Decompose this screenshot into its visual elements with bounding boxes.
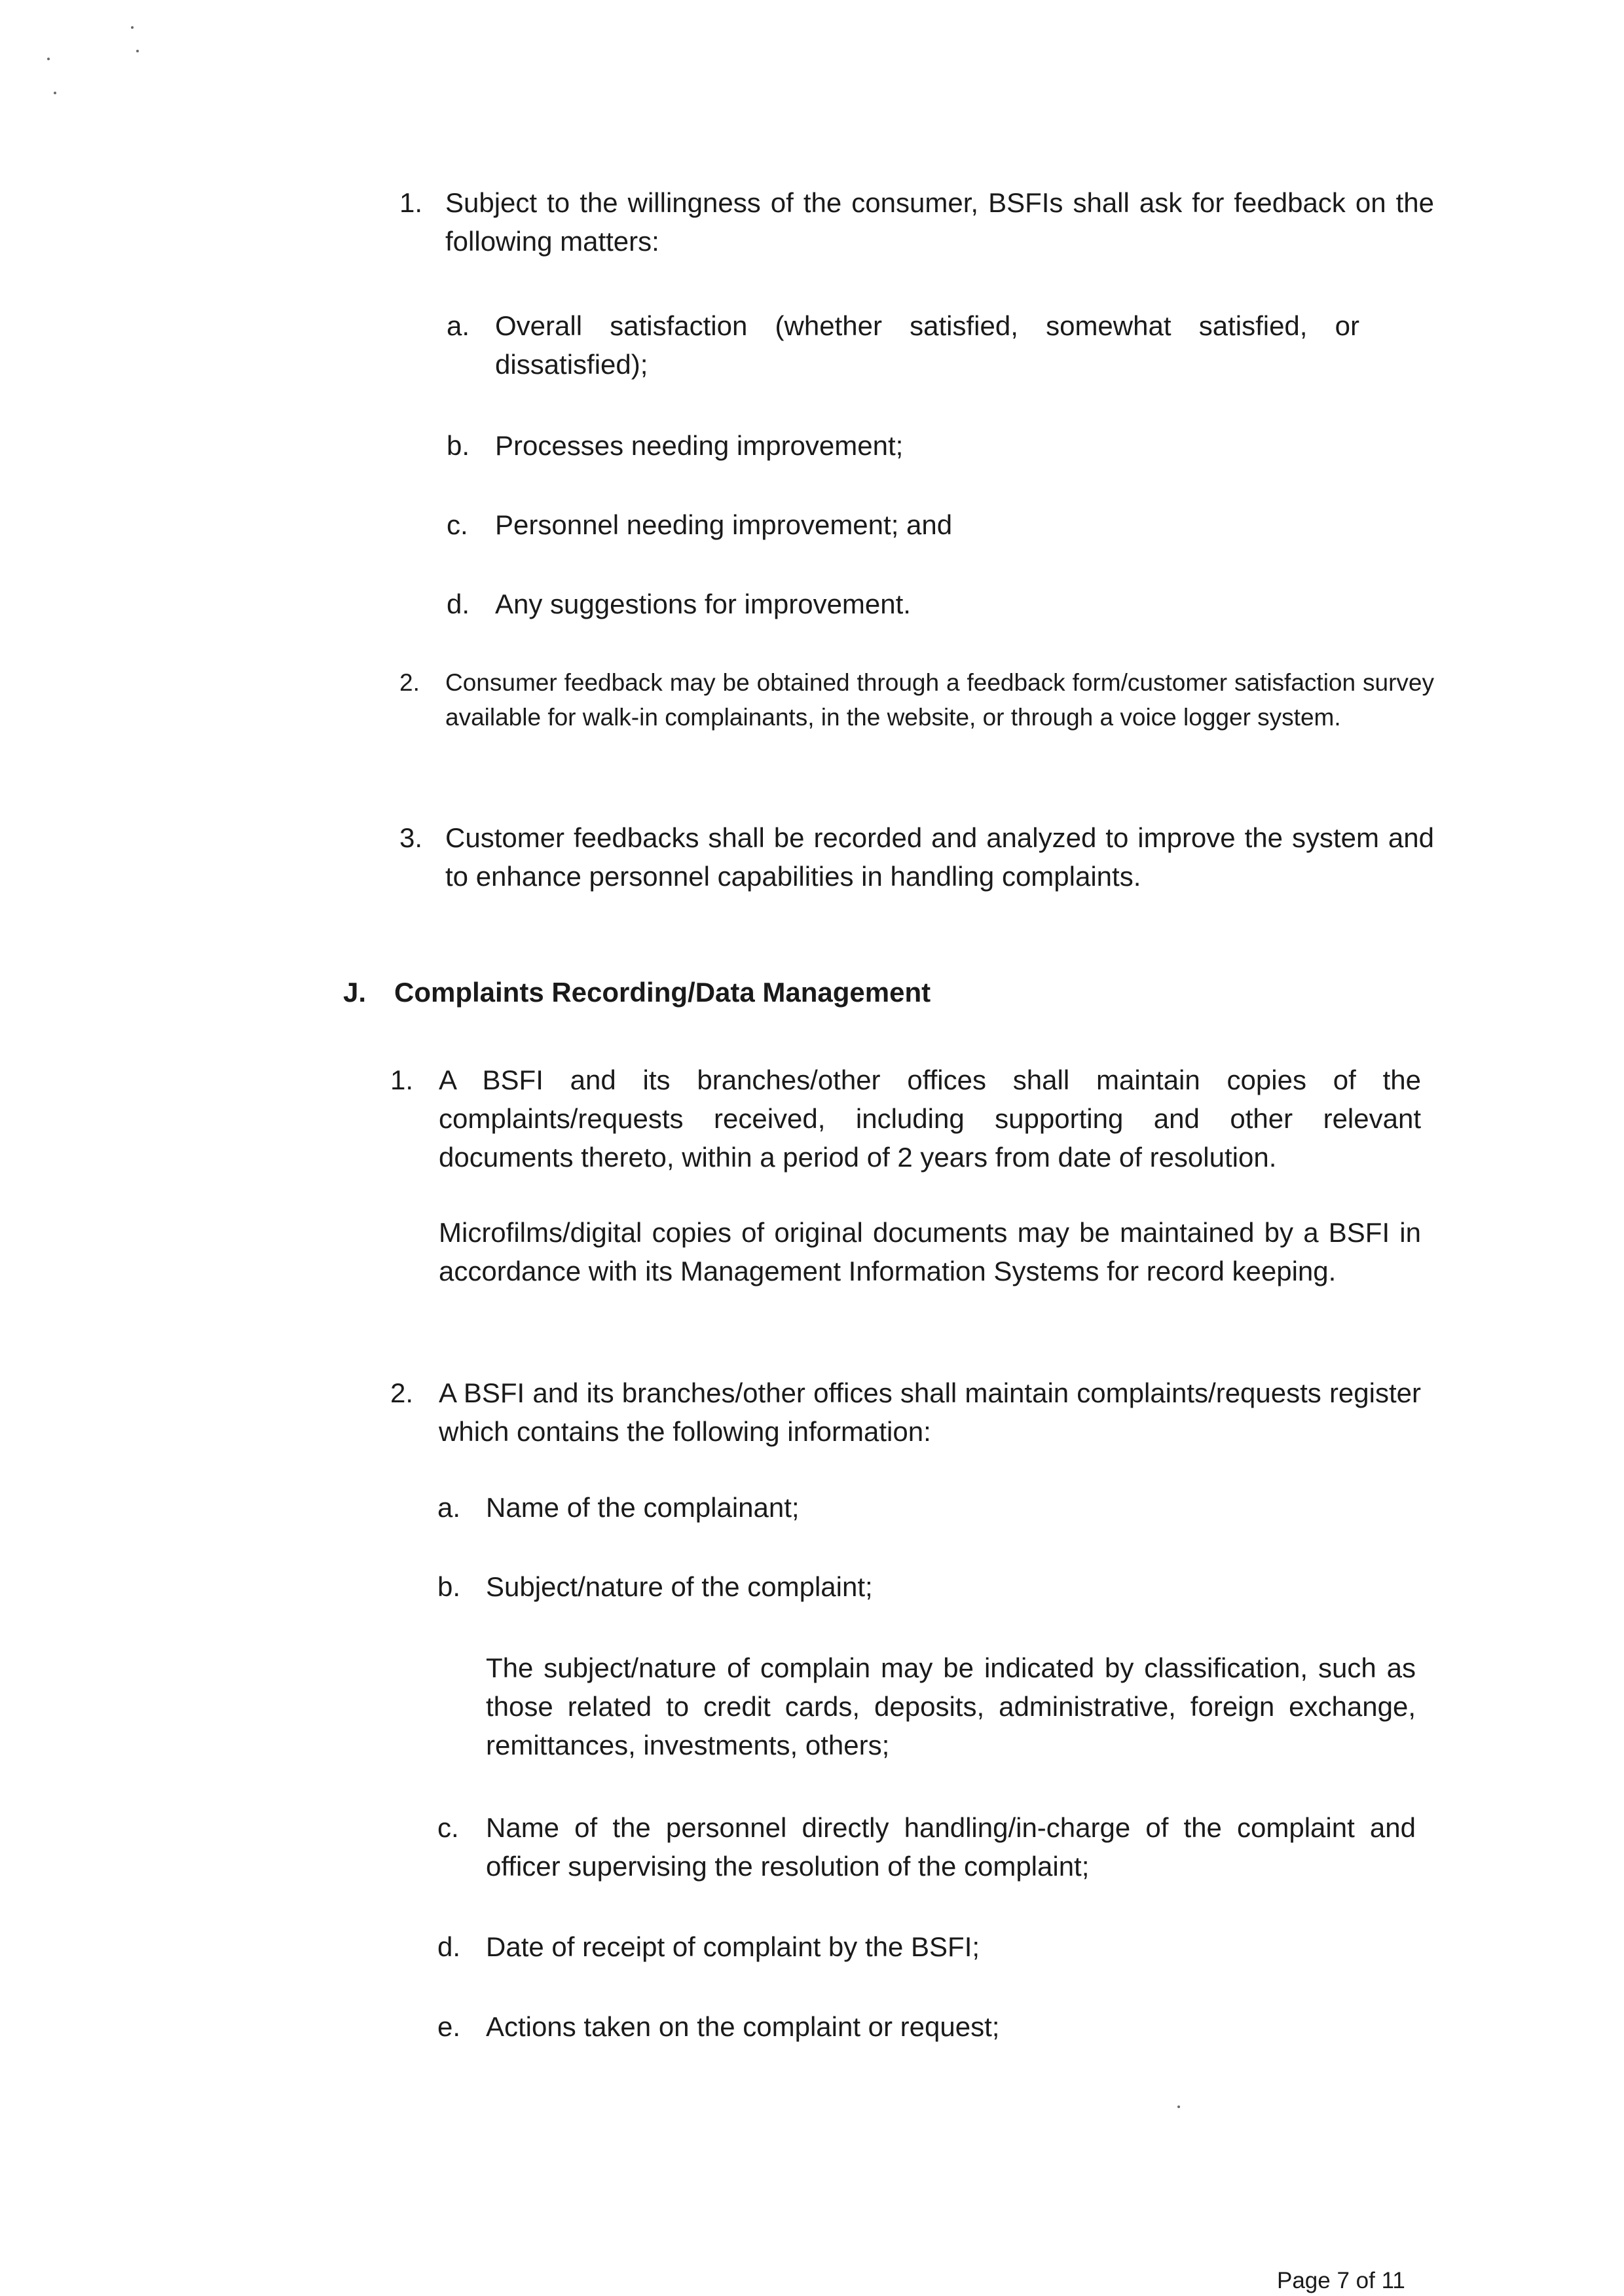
register-item-c [437, 1808, 1420, 1887]
recording-item-2 [390, 1374, 1425, 1452]
note-text: The subject/nature of complain may be indicated by classification, such as those related to credit cards, deposits, administrative, foreign exchange, remittances, investments, others; [486, 1652, 1416, 1760]
subitem-letter: d. [447, 589, 470, 619]
page-number: Page 7 of 11 [1277, 2268, 1405, 2293]
section-title: Complaints Recording/Data Management [394, 977, 931, 1008]
scan-speck [54, 92, 56, 94]
item-text: A BSFI and its branches/other offices shall maintain complaints/requests register which contains the following information: [439, 1377, 1421, 1447]
item-number: 1. [399, 187, 423, 218]
item-text: Consumer feedback may be obtained through a feedback form/customer satisfaction survey available for walk-in complainants, in the website, or through a voice logger system. [445, 669, 1434, 731]
scan-speck [131, 26, 134, 29]
subitem-text: Overall satisfaction (whether satisfied, somewhat satisfied, or dissatisfied); [495, 310, 1359, 380]
scan-speck [1177, 2105, 1180, 2108]
subitem-letter: d. [437, 1931, 461, 1962]
register-item-b-note [486, 1649, 1420, 1766]
item-number: 3. [399, 822, 423, 853]
item-number: 1. [390, 1065, 414, 1095]
register-item-b [437, 1567, 1420, 1607]
register-item-a [437, 1488, 1420, 1527]
subitem-letter: b. [447, 430, 470, 461]
register-item-e [437, 2007, 1420, 2047]
subitem-letter: b. [437, 1571, 461, 1602]
feedback-item-1 [399, 183, 1434, 262]
subitem-letter: a. [447, 310, 470, 341]
section-heading [343, 973, 1391, 1012]
subitem-letter: a. [437, 1492, 461, 1523]
feedback-item-2 [399, 665, 1434, 776]
item-text: Customer feedbacks shall be recorded and analyzed to improve the system and to enhance personnel capabilities in handling complaints. [445, 822, 1434, 892]
feedback-subitem-b [447, 426, 1363, 465]
subitem-text: Actions taken on the complaint or request; [486, 2011, 1000, 2042]
feedback-subitem-d [447, 585, 1363, 624]
subitem-text: Subject/nature of the complaint; [486, 1571, 873, 1602]
item-text: A BSFI and its branches/other offices shall maintain copies of the complaints/requests received, including supporting and other relevant documents thereto, within a period of 2 years from date of resolution. [439, 1065, 1421, 1173]
item-number: 2. [390, 1377, 414, 1408]
register-item-d [437, 1927, 1420, 1967]
feedback-subitem-c [447, 505, 1363, 545]
subitem-text: Name of the personnel directly handling/in-charge of the complaint and officer supervising the resolution of the complaint; [486, 1812, 1416, 1882]
note-text: Microfilms/digital copies of original documents may be maintained by a BSFI in accordance with its Management Information Systems for record keeping. [439, 1217, 1421, 1286]
recording-item-1-note [439, 1213, 1425, 1331]
item-number: 2. [399, 669, 420, 696]
feedback-subitem-a [447, 306, 1363, 385]
subitem-letter: e. [437, 2011, 461, 2042]
scan-speck [47, 58, 50, 60]
feedback-item-3 [399, 818, 1434, 897]
recording-item-1 [390, 1061, 1425, 1178]
section-letter: J. [343, 977, 367, 1008]
subitem-letter: c. [437, 1812, 459, 1843]
subitem-text: Name of the complainant; [486, 1492, 800, 1523]
subitem-text: Date of receipt of complaint by the BSFI; [486, 1931, 980, 1962]
subitem-text: Processes needing improvement; [495, 430, 904, 461]
subitem-letter: c. [447, 509, 468, 540]
item-text: Subject to the willingness of the consumer, BSFIs shall ask for feedback on the following matters: [445, 187, 1434, 257]
scan-speck [136, 50, 139, 52]
subitem-text: Personnel needing improvement; and [495, 509, 953, 540]
subitem-text: Any suggestions for improvement. [495, 589, 911, 619]
